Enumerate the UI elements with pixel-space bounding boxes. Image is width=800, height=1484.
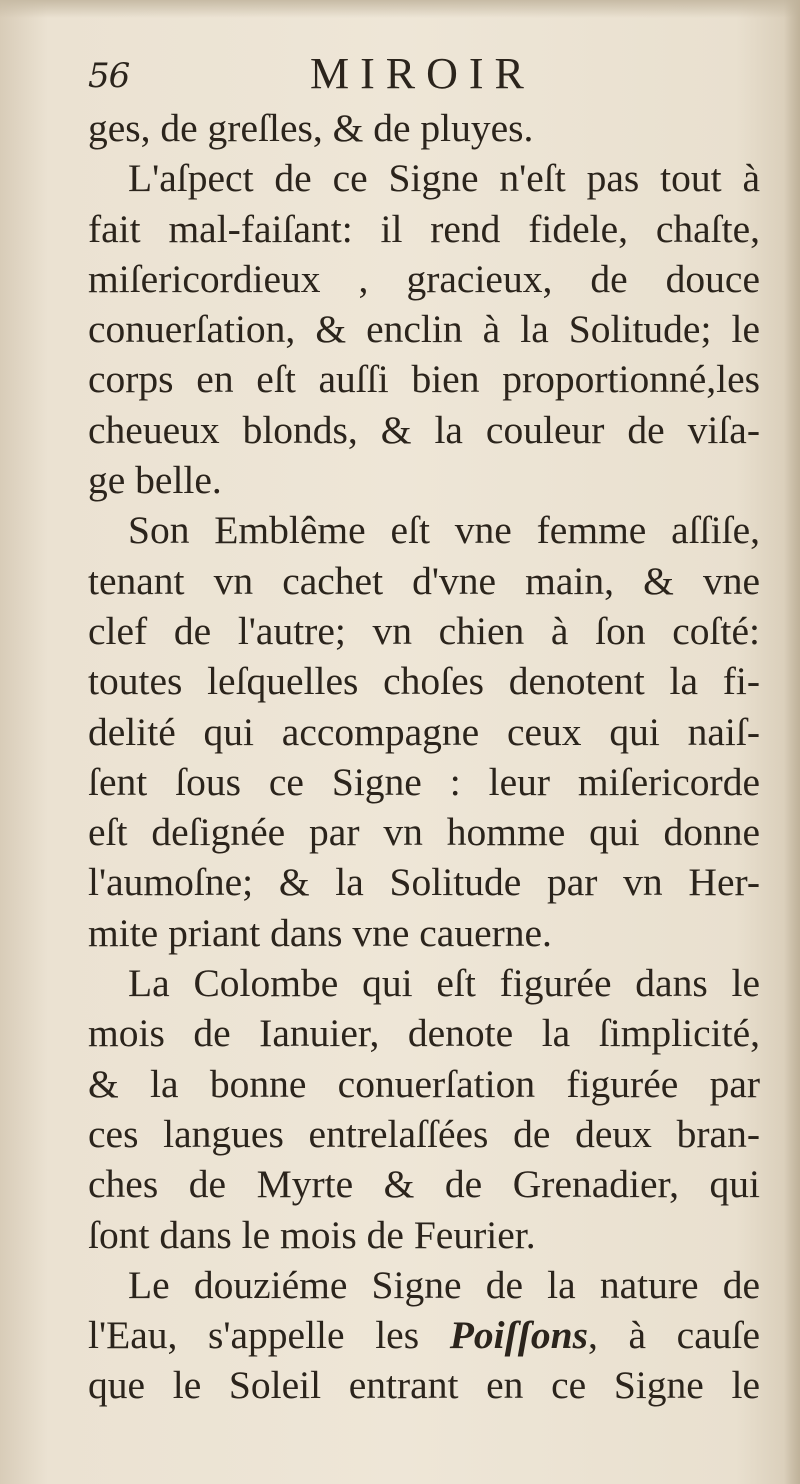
text-line: cheueux blonds, & la couleur de viſa- [88,407,760,452]
text-segment: , à cauſe [587,1313,760,1358]
text-line: l'aumoſne; & la Solitude par vn Her- [88,860,760,905]
italic-term: Poiſſons [449,1313,588,1358]
text-line: delité qui accompagne ceux qui naiſ- [88,709,760,754]
text-line: conuerſation, & enclin à la Solitude; le [88,307,760,352]
text-line: ge belle. [88,458,222,503]
text-line: eſt deſignée par vn homme qui donne [88,810,760,855]
text-line: clef de l'autre; vn chien à ſon coſté: [88,608,760,653]
text-line: tenant vn cachet d'vne main, & vne [88,558,760,603]
paragraph-first-line: Le douziéme Signe de la nature de [128,1262,760,1307]
page-number: 56 [88,56,130,96]
text-line: toutes leſquelles choſes denotent la fi- [88,659,760,704]
text-line: mite priant dans vne cauerne. [88,910,552,955]
page-header [88,48,768,108]
text-segment: l'Eau, s'appelle les [88,1313,420,1358]
text-line: que le Soleil entrant en ce Signe le [88,1363,760,1408]
text-line: & la bonne conuerſation figurée par [88,1061,760,1106]
text-line: ces langues entrelaſſées de deux bran- [88,1111,760,1156]
text-line: corps en eſt auſſi bien proportionné,les [88,357,760,402]
paragraph-first-line: L'aſpect de ce Signe n'eſt pas tout à [128,156,760,201]
running-title: MIROIR [310,49,535,98]
text-line: ges, de greſles, & de pluyes. [88,106,534,150]
text-line-with-italic [88,1310,760,1360]
text-line: ſont dans le mois de Feurier. [88,1212,536,1257]
paragraph-first-line: La Colombe qui eſt figurée dans le [128,961,760,1006]
text-line: ſent ſous ce Signe : leur miſericorde [88,759,760,804]
text-line: fait mal-faiſant: il rend fidele, chaſte, [88,206,760,251]
text-line: ches de Myrte & de Grenadier, qui [88,1162,760,1207]
paragraph-first-line: Son Emblême eſt vne femme aſſiſe, [128,508,760,553]
body-text [88,103,760,1411]
text-line: miſericordieux , gracieux, de douce [88,256,760,301]
text-line: mois de Ianuier, denote la ſimplicité, [88,1011,760,1056]
